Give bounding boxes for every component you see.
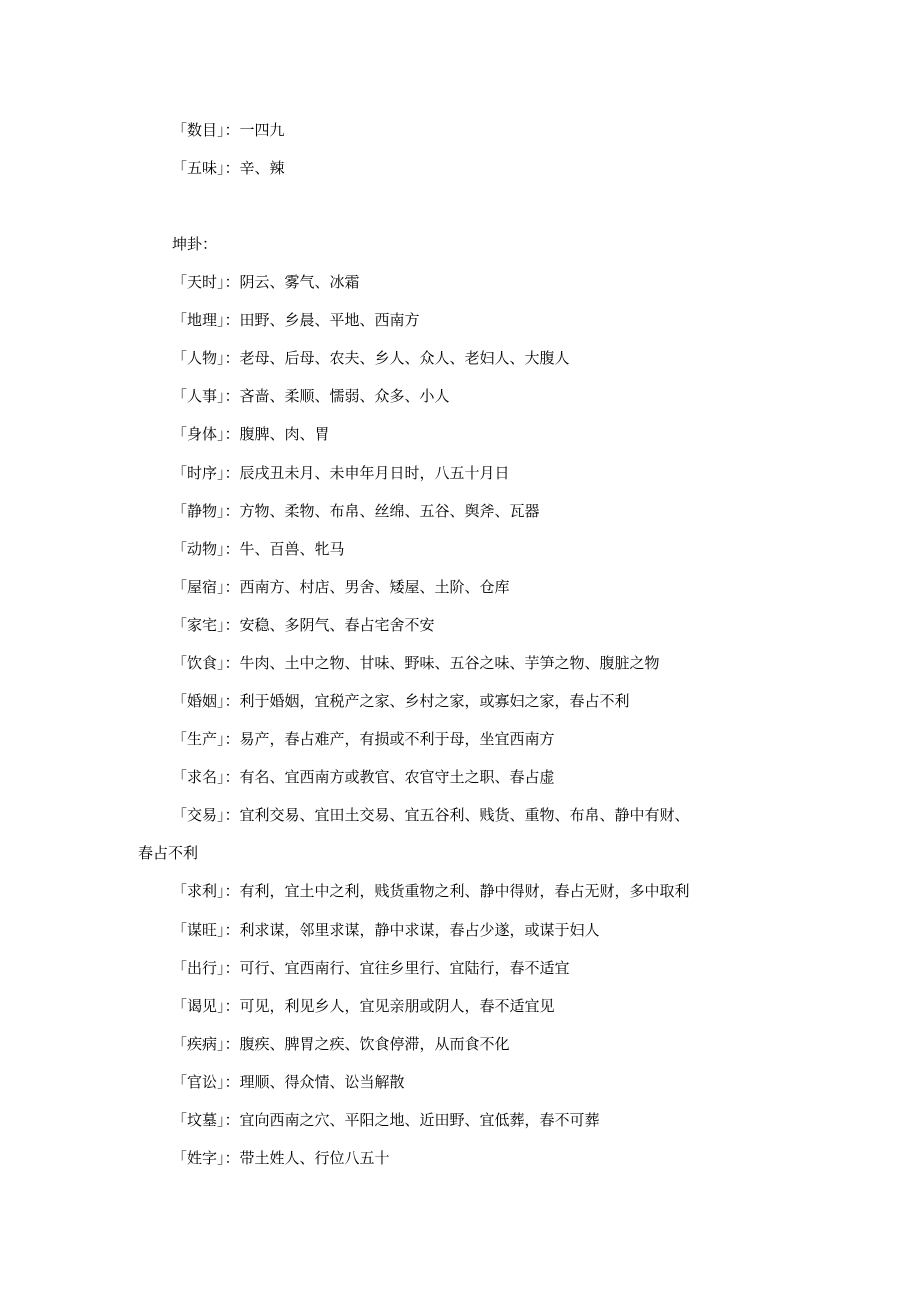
entry-qiuming: 「求名」：有名、宜西南方或教官、农官守土之职、春占虚: [172, 768, 555, 786]
section-title-kun: 坤卦：: [172, 235, 218, 253]
entry-yejian: 「谒见」：可见，利见乡人，宜见亲朋或阴人，春不适宜见: [172, 997, 555, 1015]
entry-hunyin: 「婚姻」：利于婚姻，宜税产之家、乡村之家，或寡妇之家，春占不利: [172, 692, 630, 710]
entry-jiazhai: 「家宅」：安稳、多阴气、春占宅舍不安: [172, 616, 435, 634]
entry-chuxing: 「出行」：可行、宜西南行、宜往乡里行、宜陆行，春不适宜: [172, 959, 570, 977]
entry-wuwei: 「五味」：辛、辣: [172, 159, 285, 177]
entry-dili: 「地理」：田野、乡晨、平地、西南方: [172, 311, 420, 329]
entry-tianshi: 「天时」：阴云、雾气、冰霜: [172, 273, 360, 291]
entry-renwu: 「人物」：老母、后母、农夫、乡人、众人、老妇人、大腹人: [172, 349, 570, 367]
entry-jibing: 「疾病」：腹疾、脾胃之疾、饮食停滞，从而食不化: [172, 1035, 510, 1053]
entry-shumu: 「数目」：一四九: [172, 121, 285, 139]
entry-shenti: 「身体」：腹脾、肉、胃: [172, 425, 330, 443]
entry-jingwu: 「静物」：方物、柔物、布帛、丝绵、五谷、舆斧、瓦器: [172, 502, 540, 520]
entry-wusu: 「屋宿」：西南方、村店、男舍、矮屋、土阶、仓库: [172, 578, 510, 596]
entry-renshi: 「人事」：吝啬、柔顺、懦弱、众多、小人: [172, 387, 450, 405]
entry-shixu: 「时序」：辰戌丑未月、未申年月日时，八五十月日: [172, 464, 510, 482]
entry-xingzi: 「姓字」：带土姓人、行位八五十: [172, 1149, 390, 1167]
entry-fenmu: 「坟墓」：宜向西南之穴、平阳之地、近田野、宜低葬，春不可葬: [172, 1111, 600, 1129]
entry-jiaoyi-continued: 春占不利: [138, 844, 199, 862]
entry-jiaoyi: 「交易」：宜利交易、宜田土交易、宜五谷利、贱货、重物、布帛、静中有财、: [172, 806, 690, 824]
entry-yinshi: 「饮食」：牛肉、土中之物、甘味、野味、五谷之味、芋笋之物、腹脏之物: [172, 654, 660, 672]
entry-qiuli: 「求利」：有利，宜土中之利，贱货重物之利、静中得财，春占无财，多中取利: [172, 882, 690, 900]
entry-dongwu: 「动物」：牛、百兽、牝马: [172, 540, 345, 558]
entry-shengchan: 「生产」：易产，春占难产，有损或不利于母，坐宜西南方: [172, 730, 555, 748]
entry-mouwang: 「谋旺」：利求谋，邻里求谋，静中求谋，春占少遂，或谋于妇人: [172, 921, 600, 939]
entry-guansong: 「官讼」：理顺、得众情、讼当解散: [172, 1073, 405, 1091]
